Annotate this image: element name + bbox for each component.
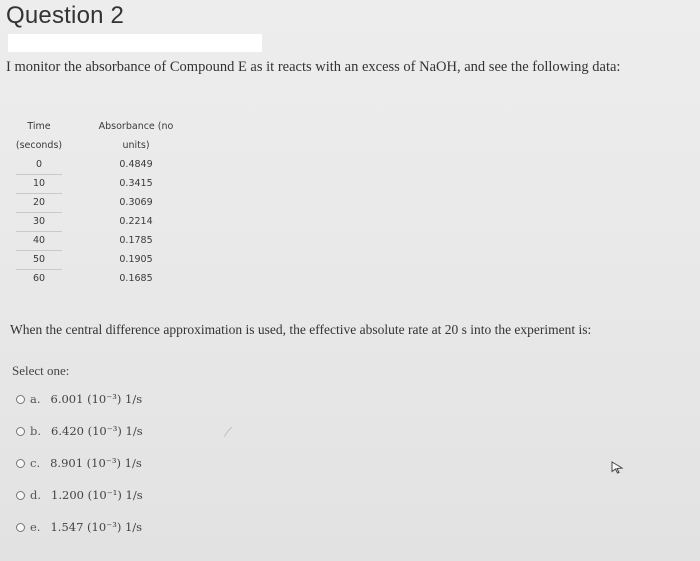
- option-letter: d.: [30, 488, 42, 502]
- radio-button[interactable]: [16, 459, 25, 468]
- pencil-mark: [222, 425, 234, 439]
- absorbance-cell: 0.2214: [119, 216, 153, 227]
- absorbance-column: [86, 117, 186, 288]
- mouse-pointer-icon: [610, 460, 624, 474]
- table-divider: [16, 250, 62, 251]
- radio-button[interactable]: [16, 491, 25, 500]
- absorbance-cell: 0.4849: [119, 159, 153, 170]
- table-divider: [16, 269, 62, 270]
- absorbance-header-line-1: Absorbance (no: [98, 121, 174, 132]
- absorbance-cell: 0.1905: [119, 254, 153, 265]
- option-value: 1.547 (10⁻³) 1/s: [50, 520, 143, 534]
- table-divider: [16, 212, 62, 213]
- option-letter: c.: [30, 456, 41, 470]
- option-letter: e.: [30, 520, 41, 534]
- option-c[interactable]: [16, 456, 142, 470]
- radio-button[interactable]: [16, 427, 25, 436]
- time-cell: 10: [32, 178, 46, 189]
- absorbance-cell: 0.3415: [119, 178, 153, 189]
- table-divider: [16, 193, 62, 194]
- option-letter: b.: [30, 424, 42, 438]
- option-a[interactable]: [16, 392, 142, 406]
- option-value: 1.200 (10⁻¹) 1/s: [51, 488, 143, 502]
- time-cell: 30: [32, 216, 46, 227]
- option-value: 6.420 (10⁻³) 1/s: [51, 424, 143, 438]
- absorbance-cell: 0.1785: [119, 235, 153, 246]
- table-divider: [16, 231, 62, 232]
- rate-question-text: When the central difference approximation is used, the effective absolute rate at 20 s into the experiment is:: [10, 322, 592, 337]
- redaction-bar: [8, 34, 262, 52]
- radio-button[interactable]: [16, 395, 25, 404]
- question-text: I monitor the absorbance of Compound E as it reacts with an excess of NaOH, and see the following data:: [6, 59, 621, 75]
- option-b[interactable]: [16, 424, 143, 438]
- time-header-line-1: Time: [27, 121, 51, 132]
- radio-button[interactable]: [16, 523, 25, 532]
- table-divider: [16, 174, 62, 175]
- option-d[interactable]: [16, 488, 143, 502]
- absorbance-cell: 0.3069: [119, 197, 153, 208]
- time-header-line-2: (seconds): [15, 140, 63, 151]
- time-cell: 0: [35, 159, 43, 170]
- time-cell: 40: [32, 235, 46, 246]
- time-column: [14, 117, 64, 288]
- option-value: 6.001 (10⁻³) 1/s: [50, 392, 143, 406]
- time-cell: 60: [32, 273, 46, 284]
- option-e[interactable]: [16, 520, 142, 534]
- absorbance-header-line-2: units): [122, 140, 150, 151]
- time-cell: 50: [32, 254, 46, 265]
- time-cell: 20: [32, 197, 46, 208]
- page-title: Question 2: [6, 2, 125, 29]
- select-one-label: Select one:: [12, 363, 70, 378]
- option-value: 8.901 (10⁻³) 1/s: [50, 456, 142, 470]
- option-letter: a.: [30, 392, 41, 406]
- absorbance-cell: 0.1685: [119, 273, 153, 284]
